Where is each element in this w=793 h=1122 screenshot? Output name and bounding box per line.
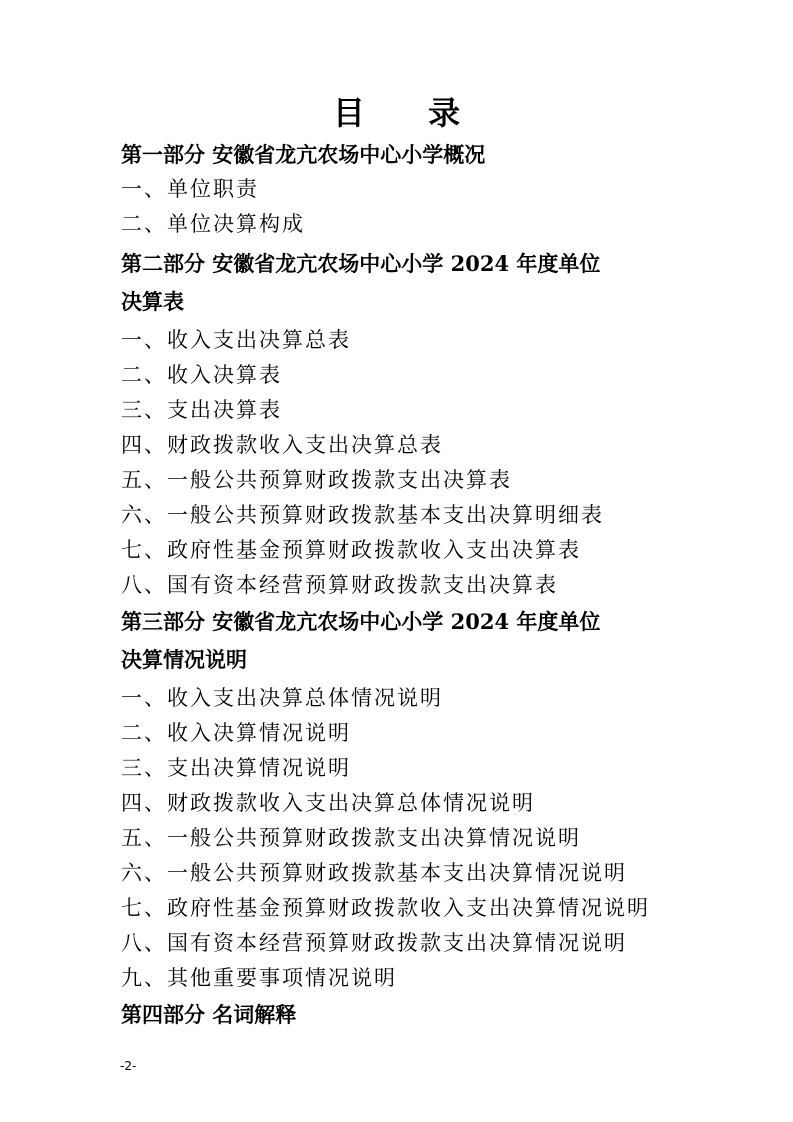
- toc-part-2-heading-continued: 决算表: [121, 289, 184, 314]
- toc-item: 七、政府性基金预算财政拨款收入支出决算情况说明: [121, 896, 650, 920]
- toc-item: 三、支出决算情况说明: [121, 756, 351, 780]
- page-number: -2-: [120, 1059, 137, 1073]
- toc-part-1-heading: 第一部分 安徽省龙亢农场中心小学概况: [121, 142, 486, 167]
- toc-part-2-heading: 第二部分 安徽省龙亢农场中心小学 2024 年度单位: [121, 251, 601, 276]
- toc-item: 六、一般公共预算财政拨款基本支出决算明细表: [121, 503, 604, 527]
- toc-item: 二、收入决算情况说明: [121, 721, 351, 745]
- toc-item: 五、一般公共预算财政拨款支出决算表: [121, 468, 512, 492]
- toc-item: 二、单位决算构成: [121, 212, 305, 236]
- toc-item: 一、单位职责: [121, 177, 259, 201]
- toc-item: 四、财政拨款收入支出决算总表: [121, 433, 443, 457]
- toc-item: 六、一般公共预算财政拨款基本支出决算情况说明: [121, 861, 627, 885]
- toc-item: 八、国有资本经营预算财政拨款支出决算情况说明: [121, 931, 627, 955]
- toc-item: 九、其他重要事项情况说明: [121, 966, 397, 990]
- toc-item: 一、收入支出决算总体情况说明: [121, 686, 443, 710]
- toc-part-3-heading-continued: 决算情况说明: [121, 647, 247, 672]
- toc-item: 二、收入决算表: [121, 363, 282, 387]
- toc-item: 四、财政拨款收入支出决算总体情况说明: [121, 791, 535, 815]
- toc-item: 一、收入支出决算总表: [121, 328, 351, 352]
- toc-item: 七、政府性基金预算财政拨款收入支出决算表: [121, 538, 581, 562]
- table-of-contents: [121, 138, 701, 1034]
- toc-part-4-heading: 第四部分 名词解释: [121, 1002, 297, 1027]
- toc-item: 八、国有资本经营预算财政拨款支出决算表: [121, 573, 558, 597]
- toc-item: 三、支出决算表: [121, 398, 282, 422]
- toc-item: 五、一般公共预算财政拨款支出决算情况说明: [121, 826, 581, 850]
- page-title: 目 录: [332, 94, 487, 132]
- toc-part-3-heading: 第三部分 安徽省龙亢农场中心小学 2024 年度单位: [121, 609, 601, 634]
